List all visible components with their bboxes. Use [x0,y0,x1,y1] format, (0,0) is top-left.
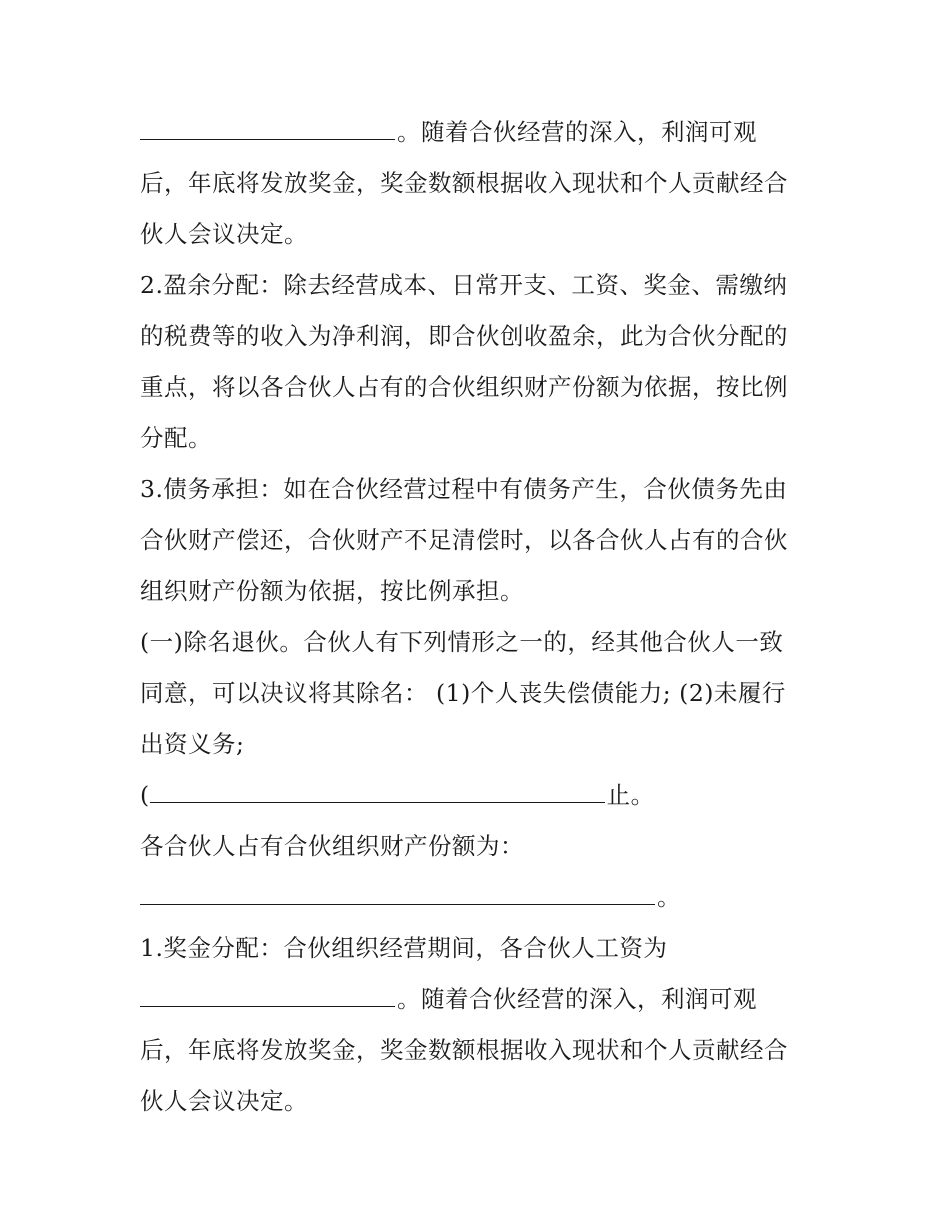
text-line: 重点，将以各合伙人占有的合伙组织财产份额为依据，按比例 [140,373,788,401]
text-line: 分配。 [140,424,212,452]
document-body [140,107,820,1127]
text-line: 后，年底将发放奖金，奖金数额根据收入现状和个人贡献经合 [140,169,788,197]
text-line: ( 止。 [140,781,655,809]
text-line: 伙人会议决定。 [140,1087,308,1115]
text-line: 的税费等的收入为净利润，即合伙创收盈余，此为合伙分配的 [140,322,788,350]
property-share-heading: 各合伙人占有合伙组织财产份额为： [140,832,524,860]
fill-in-blank [140,119,395,140]
text-line: 。随着合伙经营的深入，利润可观 [140,107,820,158]
text-line: 组织财产份额为依据，按比例承担。 [140,577,524,605]
text-line: 后，年底将发放奖金，奖金数额根据收入现状和个人贡献经合 [140,1036,788,1064]
clause-bonus-distribution: 1.奖金分配：合伙组织经营期间，各合伙人工资为 [140,934,668,962]
text-line: 伙人会议决定。 [140,220,308,248]
text-line: 。 [140,872,820,923]
clause-surplus-distribution: 2.盈余分配：除去经营成本、日常开支、工资、奖金、需缴纳 [140,271,788,299]
fill-in-blank [140,884,655,905]
fill-in-blank [150,782,605,803]
text-line: 。随着合伙经营的深入，利润可观 [140,974,820,1025]
clause-debt-bearing: 3.债务承担：如在合伙经营过程中有债务产生，合伙债务先由 [140,475,788,503]
text-line: 同意，可以决议将其除名： (1)个人丧失偿债能力; (2)未履行 [140,679,786,707]
fill-in-blank [140,986,395,1007]
clause-expulsion: (一)除名退伙。合伙人有下列情形之一的，经其他合伙人一致 [140,628,784,656]
text-line: 出资义务; [140,730,245,758]
text-line: 合伙财产偿还，合伙财产不足清偿时，以各合伙人占有的合伙 [140,526,788,554]
